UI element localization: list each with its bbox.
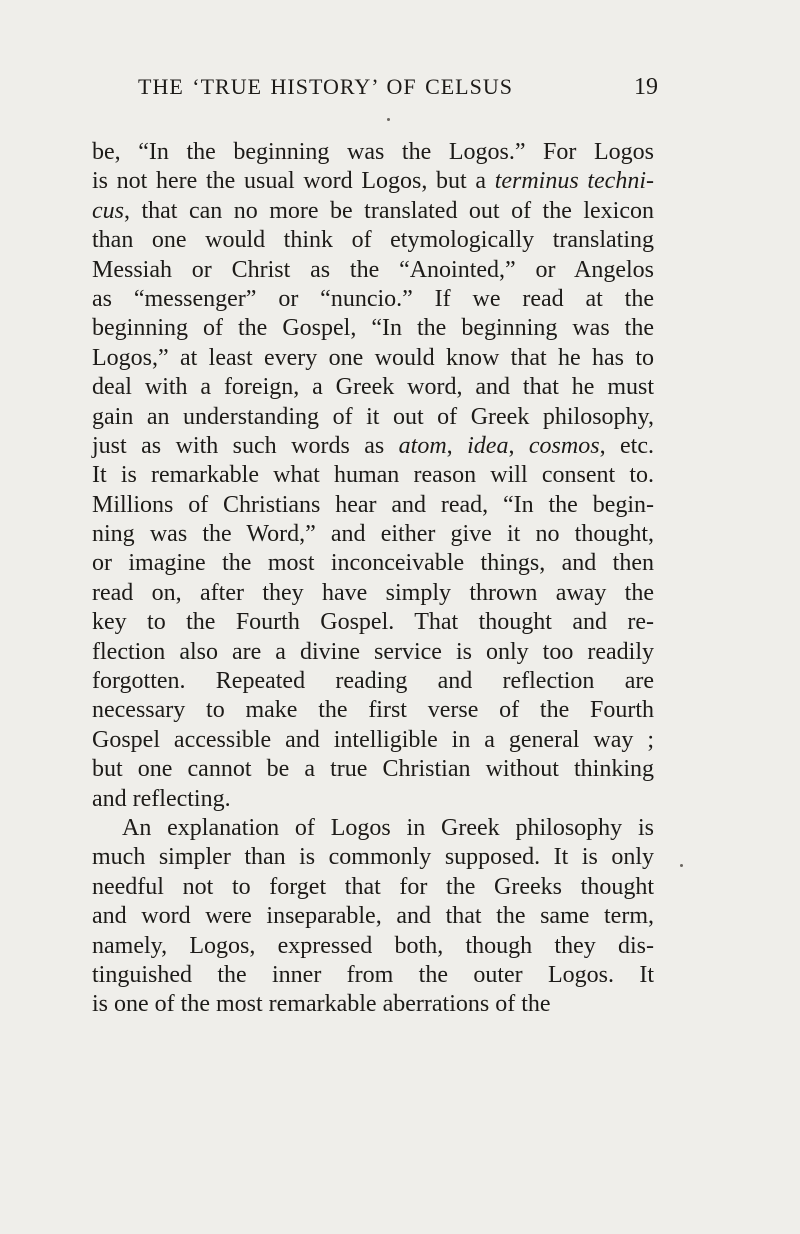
italic-term: idea: [467, 432, 509, 459]
text-line: [92, 549, 654, 578]
text-line: [92, 344, 654, 373]
text-run: flection also are a divine service is only too readily: [92, 638, 654, 665]
text-line: [92, 726, 654, 755]
text-run: ,: [508, 432, 529, 459]
text-line: [92, 961, 654, 990]
text-run: An explanation of Logos in Greek philosophy is: [122, 814, 654, 841]
text-line: [92, 461, 654, 490]
text-run: deal with a foreign, a Greek word, and that he must: [92, 374, 654, 401]
text-run: Logos,” at least every one would know that he has to: [92, 344, 654, 371]
text-run: It is remarkable what human reason will consent to.: [92, 462, 654, 489]
text-run: necessary to make the first verse of the Fourth: [92, 697, 654, 724]
text-line: [92, 226, 654, 255]
text-line: [92, 638, 654, 667]
text-line: [92, 667, 654, 696]
text-run: read on, after they have simply thrown away the: [92, 579, 654, 606]
body-text: [92, 138, 654, 1020]
text-run: much simpler than is commonly supposed. It is only: [92, 844, 654, 871]
text-line: [92, 873, 654, 902]
text-line: [92, 814, 654, 843]
text-run: Gospel accessible and intelligible in a general way ;: [92, 726, 654, 753]
print-speck: [680, 864, 683, 867]
text-run: is not here the usual word Logos, but a: [92, 168, 495, 195]
text-line: [92, 990, 654, 1019]
italic-term: terminus techni-: [494, 168, 654, 195]
text-run: ,: [446, 432, 468, 459]
text-line: [92, 902, 654, 931]
text-line: [92, 843, 654, 872]
text-run: , etc.: [599, 432, 654, 459]
text-line: [92, 579, 654, 608]
italic-term: cosmos: [528, 432, 600, 459]
text-line: [92, 197, 654, 226]
text-run: Millions of Christians hear and read, “In the begin-: [92, 491, 654, 518]
italic-term: cus: [92, 197, 124, 224]
text-run: than one would think of etymologically translating: [92, 227, 654, 254]
text-line: [92, 314, 654, 343]
text-run: forgotten. Repeated reading and reflection are: [92, 668, 654, 695]
text-run: and reflecting.: [92, 785, 231, 812]
text-line: [92, 932, 654, 961]
print-speck: [387, 118, 390, 121]
text-run: namely, Logos, expressed both, though they dis-: [92, 932, 654, 959]
text-run: is one of the most remarkable aberrations of the: [92, 991, 551, 1018]
text-line: [92, 491, 654, 520]
page-header: [138, 74, 658, 114]
page-number: 19: [634, 74, 658, 100]
running-title: THE ‘TRUE HISTORY’ OF CELSUS: [138, 74, 513, 99]
text-run: as “messenger” or “nuncio.” If we read at the: [92, 285, 654, 312]
text-run: gain an understanding of it out of Greek philosophy,: [92, 403, 654, 430]
text-line: [92, 608, 654, 637]
text-line: [92, 755, 654, 784]
text-line: [92, 285, 654, 314]
text-run: but one cannot be a true Christian without thinking: [92, 756, 654, 783]
text-run: be, “In the beginning was the Logos.” For Logos: [92, 139, 654, 165]
text-run: tinguished the inner from the outer Logos. It: [92, 961, 654, 988]
text-line: [92, 785, 654, 814]
text-run: needful not to forget that for the Greeks thought: [92, 873, 654, 900]
text-line: [92, 403, 654, 432]
text-run: beginning of the Gospel, “In the beginning was the: [92, 315, 654, 342]
text-run: ning was the Word,” and either give it no thought,: [92, 521, 654, 548]
text-run: key to the Fourth Gospel. That thought and re-: [92, 609, 654, 636]
text-line: [92, 167, 654, 196]
text-line: [92, 520, 654, 549]
text-run: Messiah or Christ as the “Anointed,” or Angelos: [92, 256, 654, 283]
text-line: [92, 373, 654, 402]
text-line: [92, 256, 654, 285]
text-line: [92, 138, 654, 167]
text-line: [92, 696, 654, 725]
text-run: and word were inseparable, and that the same term,: [92, 903, 654, 930]
italic-term: atom: [398, 432, 447, 459]
text-run: , that can no more be translated out of the lexicon: [124, 197, 654, 224]
text-run: or imagine the most inconceivable things, and then: [92, 550, 654, 577]
text-line: [92, 432, 654, 461]
text-run: just as with such words as: [92, 432, 399, 459]
